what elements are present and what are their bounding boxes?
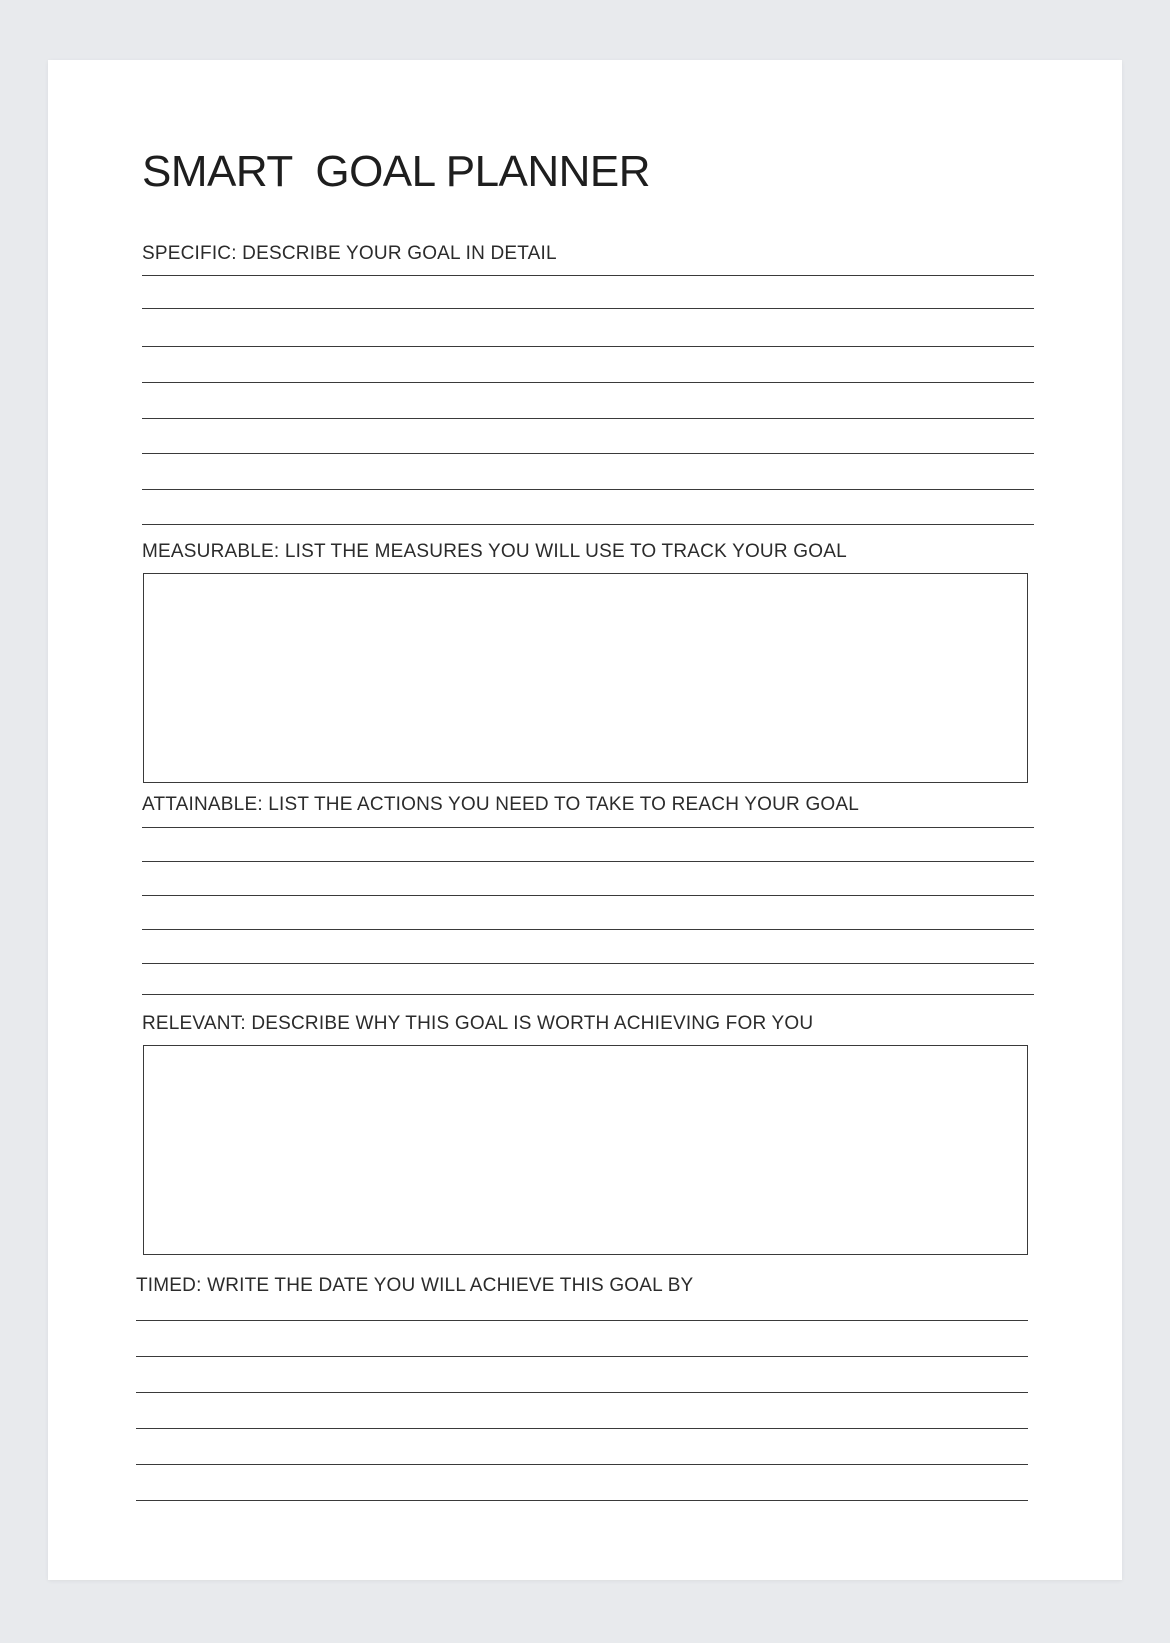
writing-line [142,308,1034,309]
attainable-label: ATTAINABLE: LIST THE ACTIONS YOU NEED TO TAKE TO REACH YOUR GOAL [142,794,860,815]
measurable-box[interactable] [143,573,1028,783]
writing-line [142,418,1034,419]
relevant-box[interactable] [143,1045,1028,1255]
writing-line [136,1428,1028,1429]
writing-line [142,994,1034,995]
page-title: SMART GOAL PLANNER [142,147,651,196]
measurable-label: MEASURABLE: LIST THE MEASURES YOU WILL USE TO TRACK YOUR GOAL [142,541,847,562]
writing-line [142,489,1034,490]
writing-line [142,827,1034,828]
writing-line [142,453,1034,454]
writing-line [136,1464,1028,1465]
writing-line [136,1392,1028,1393]
planner-sheet [48,60,1122,1580]
writing-line [142,861,1034,862]
writing-line [142,524,1034,525]
writing-line [142,346,1034,347]
writing-line [136,1356,1028,1357]
writing-line [142,382,1034,383]
writing-line [142,895,1034,896]
relevant-label: RELEVANT: DESCRIBE WHY THIS GOAL IS WORTH ACHIEVING FOR YOU [142,1013,814,1034]
writing-line [142,275,1034,276]
specific-label: SPECIFIC: DESCRIBE YOUR GOAL IN DETAIL [142,243,557,264]
writing-line [136,1320,1028,1321]
writing-line [136,1500,1028,1501]
timed-label: TIMED: WRITE THE DATE YOU WILL ACHIEVE THIS GOAL BY [136,1275,694,1296]
writing-line [142,963,1034,964]
writing-line [142,929,1034,930]
